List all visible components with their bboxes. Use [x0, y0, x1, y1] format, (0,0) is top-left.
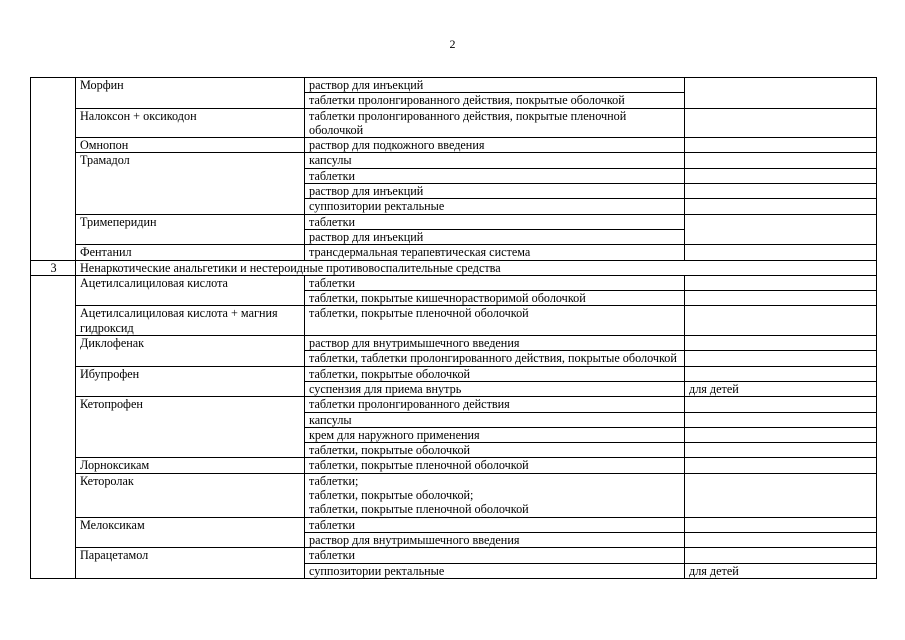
note-cell: [685, 199, 877, 214]
note-cell: [685, 397, 877, 412]
table-row: [31, 458, 877, 473]
dosage-form-cell: раствор для подкожного введения: [305, 138, 685, 153]
dosage-form-cell: суппозитории ректальные: [305, 199, 685, 214]
dosage-form-cell: таблетки: [305, 275, 685, 290]
drug-name-cell: Трамадол: [76, 153, 305, 214]
drug-name-cell: Парацетамол: [76, 548, 305, 579]
dosage-form-cell: капсулы: [305, 153, 685, 168]
dosage-form-cell: таблетки: [305, 214, 685, 229]
dosage-form-line: таблетки;: [309, 473, 359, 488]
dosage-form-cell: таблетки пролонгированного действия, покрытые пленочной оболочкой: [305, 108, 685, 138]
table-row: [31, 473, 877, 517]
dosage-form-cell: суспензия для приема внутрь: [305, 381, 685, 396]
dosage-form-cell: таблетки: [305, 517, 685, 532]
dosage-form-cell: таблетки пролонгированного действия: [305, 397, 685, 412]
table-row: [31, 548, 877, 563]
table-row: [31, 108, 877, 138]
table-row: [31, 366, 877, 381]
dosage-form-cell: таблетки, таблетки пролонгированного действия, покрытые оболочкой: [305, 351, 685, 366]
dosage-form-cell: таблетки: [305, 168, 685, 183]
table-row: [31, 138, 877, 153]
note-cell: [685, 275, 877, 290]
note-cell: [685, 351, 877, 366]
dosage-form-cell: раствор для внутримышечного введения: [305, 532, 685, 547]
table-row: [31, 214, 877, 229]
dosage-form-cell: капсулы: [305, 412, 685, 427]
dosage-form-cell: раствор для инъекций: [305, 184, 685, 199]
section-number-cell: [31, 275, 76, 578]
drug-name-cell: Мелоксикам: [76, 517, 305, 548]
drug-name-cell: Омнопон: [76, 138, 305, 153]
note-cell: для детей: [685, 563, 877, 578]
note-cell: для детей: [685, 381, 877, 396]
drug-name-cell: Лорноксикам: [76, 458, 305, 473]
section-title: Ненаркотические анальгетики и нестероидные противовоспалительные средства: [76, 260, 877, 275]
table-row: [31, 306, 877, 336]
note-cell: [685, 336, 877, 351]
note-cell: [685, 214, 877, 245]
note-cell: [685, 473, 877, 517]
dosage-form-cell: крем для наружного применения: [305, 427, 685, 442]
dosage-form-line: таблетки, покрытые оболочкой;: [309, 488, 474, 503]
note-cell: [685, 153, 877, 168]
table-row: [31, 517, 877, 532]
table-row: [31, 275, 877, 290]
drug-name-cell: Фентанил: [76, 245, 305, 260]
dosage-form-cell: таблетки пролонгированного действия, покрытые оболочкой: [305, 93, 685, 108]
dosage-form-line: таблетки, покрытые пленочной оболочкой: [309, 502, 529, 517]
note-cell: [685, 517, 877, 532]
dosage-form-cell: таблетки, покрытые оболочкой: [305, 366, 685, 381]
dosage-form-cell: таблетки, покрытые пленочной оболочкой: [305, 458, 685, 473]
dosage-form-cell: раствор для инъекций: [305, 229, 685, 244]
note-cell: [685, 291, 877, 306]
table-row: [31, 397, 877, 412]
drug-name-cell: Тримеперидин: [76, 214, 305, 245]
note-cell: [685, 245, 877, 260]
drug-name-cell: Налоксон + оксикодон: [76, 108, 305, 138]
note-cell: [685, 366, 877, 381]
note-cell: [685, 184, 877, 199]
drug-name-cell: Ацетилсалициловая кислота + магния гидроксид: [76, 306, 305, 336]
section-header-row: [31, 260, 877, 275]
dosage-form-cell: таблетки, покрытые пленочной оболочкой: [305, 306, 685, 336]
table-row: [31, 78, 877, 93]
drug-name-cell: Кетопрофен: [76, 397, 305, 458]
note-cell: [685, 412, 877, 427]
table-row: [31, 336, 877, 351]
dosage-form-cell: трансдермальная терапевтическая система: [305, 245, 685, 260]
note-cell: [685, 443, 877, 458]
table-row: [31, 245, 877, 260]
note-cell: [685, 458, 877, 473]
note-cell: [685, 138, 877, 153]
drug-table: [30, 77, 877, 579]
note-cell: [685, 532, 877, 547]
note-cell: [685, 108, 877, 138]
dosage-form-cell: суппозитории ректальные: [305, 563, 685, 578]
note-cell: [685, 548, 877, 563]
dosage-form-cell: таблетки, покрытые кишечнорастворимой оболочкой: [305, 291, 685, 306]
drug-name-cell: Ибупрофен: [76, 366, 305, 397]
note-cell: [685, 306, 877, 336]
section-number-cell: [31, 78, 76, 261]
note-cell: [685, 168, 877, 183]
dosage-form-cell: [305, 473, 685, 517]
table-row: [31, 153, 877, 168]
drug-name-cell: Кеторолак: [76, 473, 305, 517]
drug-name-cell: Морфин: [76, 78, 305, 109]
drug-name-cell: Ацетилсалициловая кислота: [76, 275, 305, 306]
note-cell: [685, 427, 877, 442]
page-number: 2: [449, 37, 456, 51]
dosage-form-cell: раствор для внутримышечного введения: [305, 336, 685, 351]
dosage-form-cell: таблетки: [305, 548, 685, 563]
drug-name-cell: Диклофенак: [76, 336, 305, 367]
dosage-form-cell: раствор для инъекций: [305, 78, 685, 93]
dosage-form-cell: таблетки, покрытые оболочкой: [305, 443, 685, 458]
section-number: 3: [31, 260, 76, 275]
note-cell: [685, 78, 877, 109]
